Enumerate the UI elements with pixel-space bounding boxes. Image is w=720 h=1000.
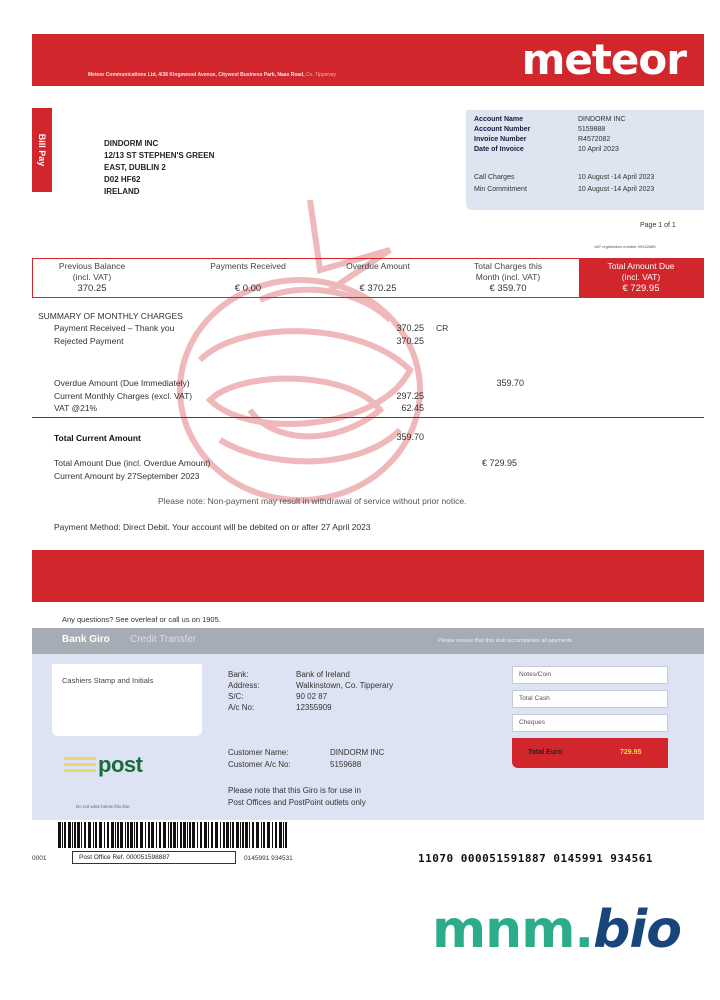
brand-watermark: [432, 900, 681, 960]
total-euro-value: 729.95: [620, 749, 642, 756]
total-due-incl-label: Total Amount Due (incl. Overdue Amount): [54, 458, 211, 468]
meteor-logo: meteor: [521, 35, 686, 84]
overdue-amount-value: € 370.25: [359, 283, 397, 294]
invoice-date-value: 10 April 2023: [578, 146, 619, 153]
call-charges-label: Call Charges: [474, 174, 515, 181]
sort-code-value: 90 02 87: [296, 692, 328, 701]
address-value: Walkinstown, Co. Tipperary: [296, 681, 394, 690]
brand-part1: mnm.: [432, 900, 594, 960]
monthly-charges-label: Current Monthly Charges (excl. VAT): [54, 391, 193, 401]
total-current-label: Total Current Amount: [54, 433, 141, 443]
micr-line: 11070 000051591887 0145991 934561: [418, 852, 654, 865]
do-not-write-note: Do not write below this line: [76, 804, 130, 809]
payment-method: Payment Method: Direct Debit. Your account will be debited on or after 27 April 2023: [54, 522, 371, 532]
lower-red-band: [32, 550, 704, 602]
previous-balance-sublabel: (incl. VAT): [72, 272, 112, 282]
cashier-stamp-label: Cashiers Stamp and Initials: [62, 676, 154, 685]
customer-name-label: Customer Name:: [228, 748, 289, 757]
payment-received-suffix: CR: [436, 323, 449, 333]
cheques-field[interactable]: Cheques: [512, 714, 668, 732]
bill-pay-tab-label: Bill Pay: [37, 133, 47, 167]
current-by-label: Current Amount by 27September 2023: [54, 471, 200, 481]
page-indicator: Page 1 of 1: [640, 222, 676, 229]
post-logo-text: post: [98, 752, 143, 777]
barcode-left-number: 0001: [32, 855, 47, 862]
stub-note: Please ensure that this stub accompanies all payments: [438, 638, 573, 644]
account-details-box: [466, 110, 704, 210]
total-euro-label: Total Euro: [528, 749, 563, 756]
total-current-value: 359.70: [396, 432, 424, 442]
bill-pay-tab: [32, 108, 52, 192]
previous-balance-label: Previous Balance: [58, 261, 126, 271]
customer-address-line2: EAST, DUBLIN 2: [104, 163, 166, 172]
customer-acno-label: Customer A/c No:: [228, 760, 291, 769]
cashier-stamp-box: [52, 664, 202, 736]
bank-label: Bank:: [228, 670, 249, 679]
post-note-line2: Post Offices and PostPoint outlets only: [228, 798, 366, 807]
watermark-stamp-icon: [160, 180, 460, 520]
payments-received-label: Payments Received: [210, 261, 286, 271]
company-address-text: Meteor Communications Ltd, 4/36 Kingswood Avenue, Citywest Business Park, Naas Road,: [88, 72, 305, 78]
customer-name: DINDORM INC: [104, 139, 159, 148]
payments-received-value: € 0.00: [234, 283, 262, 294]
rejected-payment-value: 370.25: [396, 336, 424, 346]
charges-heading: SUMMARY OF MONTHLY CHARGES: [38, 311, 183, 321]
account-no-label: A/c No:: [228, 703, 255, 712]
previous-balance-value: 370.25: [77, 283, 107, 294]
company-address: [88, 72, 336, 78]
summary-previous-balance: [33, 259, 151, 297]
summary-box: [32, 258, 704, 298]
account-number-value: 5159888: [578, 126, 606, 133]
account-no-value: 12355909: [296, 703, 332, 712]
bank-value: Bank of Ireland: [296, 670, 350, 679]
brand-part2: bio: [593, 900, 681, 960]
invoice-date-label: Date of Invoice: [474, 146, 524, 153]
payment-received-label: Payment Received – Thank you: [54, 323, 175, 333]
customer-postcode: D02 HF62: [104, 175, 141, 184]
summary-payments: [183, 259, 313, 297]
vat-registration: VAT registration number 09262685: [594, 244, 656, 249]
summary-total-due: [579, 259, 703, 297]
total-due-sublabel: (incl. VAT): [621, 272, 661, 282]
barcode-icon: [58, 822, 288, 848]
post-note-line1: Please note that this Giro is for use in: [228, 786, 361, 795]
non-payment-note: Please note: Non-payment may result in withdrawal of service without prior notice.: [158, 496, 467, 506]
summary-overdue: [313, 259, 443, 297]
credit-transfer-label: Credit Transfer: [130, 634, 197, 645]
bank-giro-label: Bank Giro: [62, 634, 110, 645]
rejected-payment-label: Rejected Payment: [54, 336, 124, 346]
customer-address-line1: 12/13 ST STEPHEN'S GREEN: [104, 151, 215, 160]
barcode-mid-number: 0145991 934531: [244, 855, 293, 862]
account-number-label: Account Number: [474, 126, 531, 133]
post-logo-icon: [64, 757, 96, 777]
total-due-value: € 729.95: [622, 283, 660, 294]
payment-received-value: 370.25: [396, 323, 424, 333]
overdue-immediate-value: 359.70: [496, 378, 524, 388]
customer-country: IRELAND: [104, 187, 140, 196]
overdue-amount-label: Overdue Amount: [346, 261, 410, 271]
vat-label: VAT @21%: [54, 403, 98, 413]
total-month-sublabel: Month (incl. VAT): [475, 272, 541, 282]
post-office-ref: Post Office Ref. 000051598887: [72, 851, 236, 864]
min-commitment-label: Min Commitment: [474, 186, 527, 193]
customer-acno-value: 5159688: [330, 760, 362, 769]
notes-coin-field[interactable]: Notes/Coin: [512, 666, 668, 684]
invoice-number-value: R4572082: [578, 136, 611, 143]
summary-total-month: [443, 259, 573, 297]
total-cash-field[interactable]: Total Cash: [512, 690, 668, 708]
monthly-charges-value: 297.25: [396, 391, 424, 401]
vat-value: 62.45: [401, 403, 424, 413]
min-commitment-value: 10 August -14 April 2023: [578, 186, 655, 193]
call-charges-value: 10 August -14 April 2023: [578, 174, 655, 181]
address-label: Address:: [228, 681, 260, 690]
invoice-number-label: Invoice Number: [474, 136, 527, 143]
overdue-immediate-label: Overdue Amount (Due Immediately): [54, 378, 190, 388]
account-name-value: DINDORM INC: [578, 116, 626, 123]
total-due-label: Total Amount Due: [607, 261, 675, 271]
total-month-label: Total Charges this: [473, 261, 543, 271]
questions-note: Any questions? See overleaf or call us on 1905.: [62, 615, 221, 624]
sort-code-label: S/C:: [228, 692, 244, 701]
company-town: Co. Tipperary: [306, 72, 337, 78]
account-name-label: Account Name: [474, 116, 524, 123]
total-divider: [32, 417, 704, 418]
total-month-value: € 359.70: [489, 283, 527, 294]
customer-name-value: DINDORM INC: [330, 748, 385, 757]
total-due-incl-value: € 729.95: [482, 458, 518, 468]
